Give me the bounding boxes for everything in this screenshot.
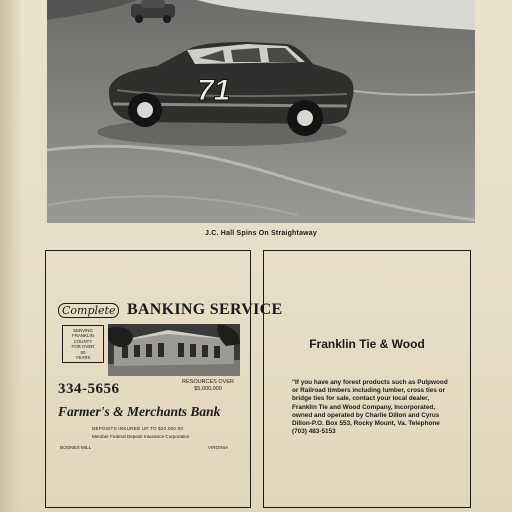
bank-building-illustration bbox=[108, 324, 240, 376]
race-photo-image bbox=[47, 0, 475, 223]
deposits-insured: DEPOSITS INSURED UP TO $20,000.00 bbox=[92, 426, 184, 431]
bank-town: BOONES MILL bbox=[60, 445, 92, 450]
resources-note bbox=[172, 379, 244, 393]
serving-line: YEARS bbox=[75, 355, 91, 361]
car-number: 71 bbox=[197, 74, 231, 107]
resources-line: RESOURCES OVER bbox=[182, 379, 234, 385]
photo-caption: J.C. Hall Spins On Straightaway bbox=[204, 230, 317, 237]
serving-line: FOR OVER bbox=[71, 344, 95, 350]
complete-logo: Complete bbox=[58, 303, 119, 318]
race-photo bbox=[47, 0, 475, 223]
banking-service-title: BANKING SERVICE bbox=[126, 301, 283, 318]
page-spine-shadow bbox=[0, 0, 22, 512]
fdic-member: Member Federal Deposit Insurance Corporation bbox=[92, 434, 190, 439]
tie-wood-title: Franklin Tie & Wood bbox=[309, 337, 425, 351]
serving-line: COUNTY bbox=[73, 338, 93, 344]
resources-amount: $5,000,000 bbox=[194, 386, 222, 392]
bank-name: Farmer's & Merchants Bank bbox=[58, 404, 221, 419]
bank-state: VIRGINIA bbox=[208, 445, 229, 450]
bank-advertisement bbox=[45, 250, 283, 508]
tie-wood-body: "If you have any forest products such as Pulpwood or Railroad timbers including lumber, cross ties or bridge ties for sale, contact your local dealer, Franklin Tie and Wood Company, Incorporated, owned and operated by Charlie Dillon and Cyrus Dillon-P.O. Box 553, Rocky Mount, Va. Telephone (703) 483-5153 bbox=[292, 379, 448, 436]
serving-line: SERVING bbox=[73, 328, 93, 333]
serving-line: FRANKLIN bbox=[72, 333, 94, 339]
serving-line: 50 bbox=[80, 349, 86, 355]
tie-wood-advertisement bbox=[263, 250, 471, 508]
bank-headline bbox=[58, 301, 283, 319]
bank-phone: 334-5656 bbox=[58, 381, 120, 397]
serving-box bbox=[62, 325, 104, 363]
